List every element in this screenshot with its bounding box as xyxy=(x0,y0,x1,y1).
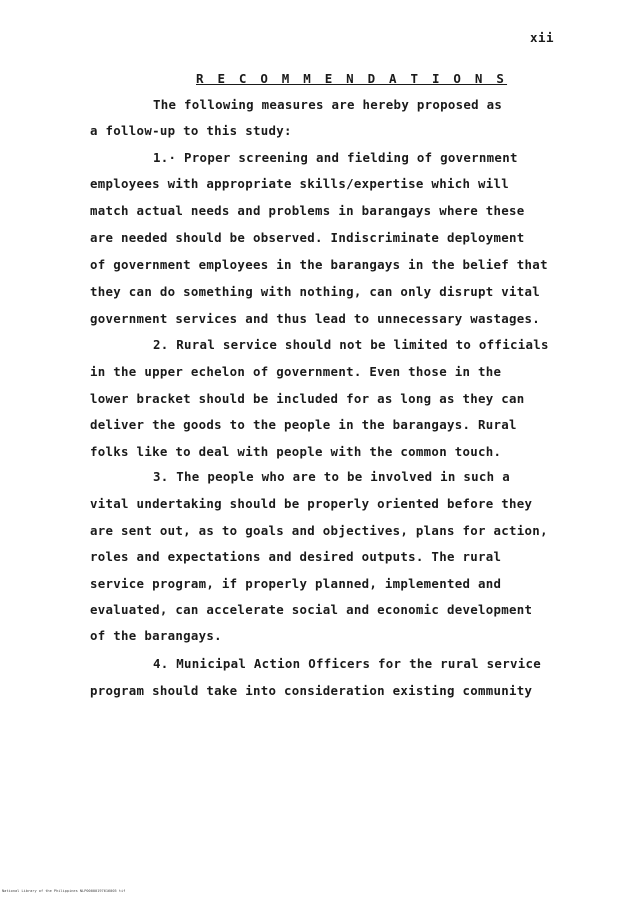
text-line: 1.· Proper screening and fielding of government xyxy=(153,150,518,165)
text-line: match actual needs and problems in barangays where these xyxy=(90,203,525,218)
text-line: deliver the goods to the people in the barangays. Rural xyxy=(90,417,517,432)
text-line: 3. The people who are to be involved in such a xyxy=(153,469,510,484)
text-line: 2. Rural service should not be limited to officials xyxy=(153,337,549,352)
scan-footer: National Library of the Philippines NLP00000197616005 tif xyxy=(2,889,126,893)
text-line: service program, if properly planned, implemented and xyxy=(90,576,502,591)
text-line: 4. Municipal Action Officers for the rural service xyxy=(153,656,541,671)
section-title: R E C O M M E N D A T I O N S xyxy=(196,71,508,86)
text-line: The following measures are hereby proposed as xyxy=(153,97,503,112)
text-line: program should take into consideration existing community xyxy=(90,683,533,698)
text-line: in the upper echelon of government. Even those in the xyxy=(90,364,502,379)
text-line: folks like to deal with people with the common touch. xyxy=(90,444,502,459)
page-number: xii xyxy=(530,30,555,45)
text-line: lower bracket should be included for as long as they can xyxy=(90,391,525,406)
text-line: are needed should be observed. Indiscriminate deployment xyxy=(90,230,525,245)
text-line: government services and thus lead to unnecessary wastages. xyxy=(90,311,541,326)
text-line: vital undertaking should be properly oriented before they xyxy=(90,496,533,511)
text-line: a follow-up to this study: xyxy=(90,123,292,138)
text-line: are sent out, as to goals and objectives, plans for action, xyxy=(90,523,548,538)
text-line: they can do something with nothing, can only disrupt vital xyxy=(90,284,541,299)
text-line: employees with appropriate skills/expertise which will xyxy=(90,176,510,191)
text-line: roles and expectations and desired outputs. The rural xyxy=(90,549,502,564)
text-line: of government employees in the barangays in the belief that xyxy=(90,257,548,272)
text-line: evaluated, can accelerate social and economic development xyxy=(90,602,533,617)
text-line: of the barangays. xyxy=(90,628,222,643)
